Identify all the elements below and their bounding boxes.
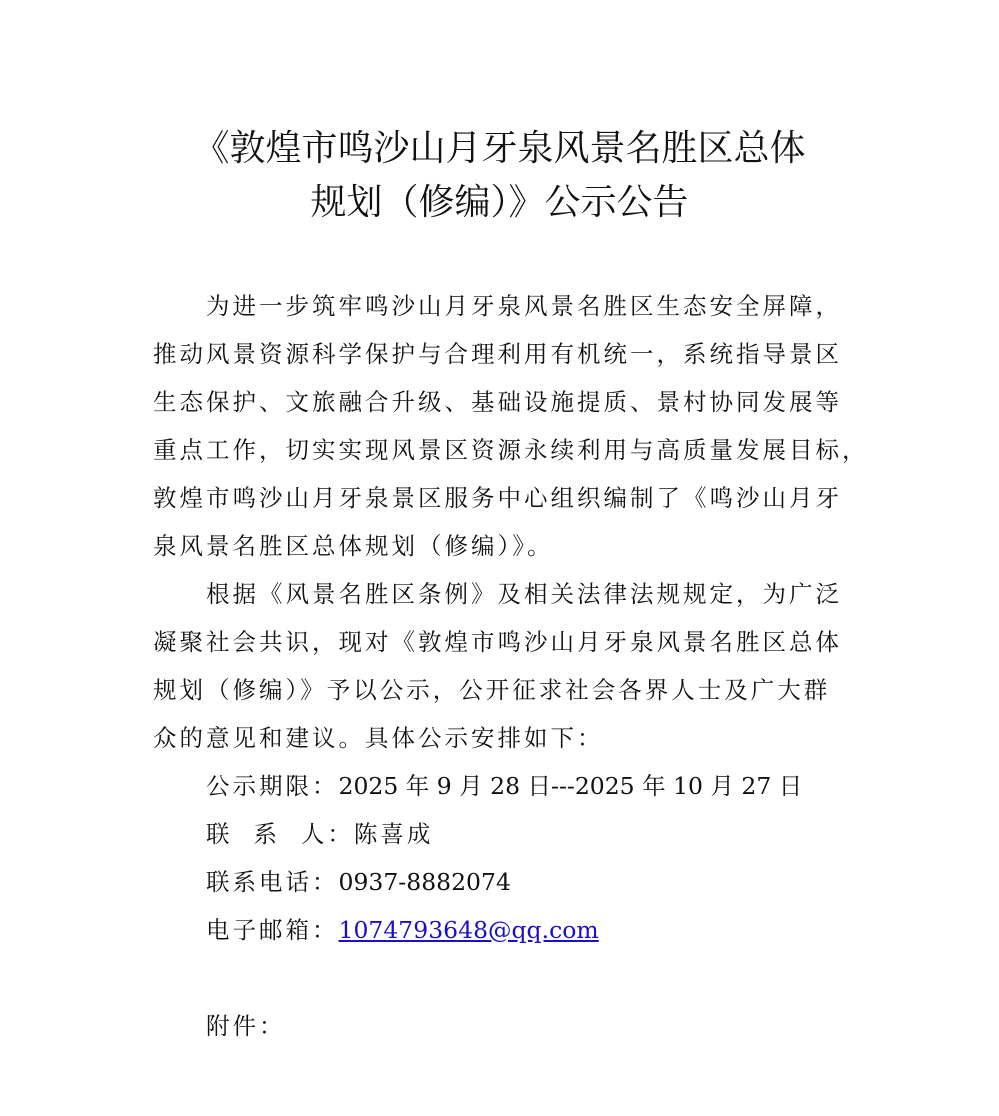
period-value: 2025 年 9 月 28 日---2025 年 10 月 27 日 <box>338 772 803 800</box>
attachment-label: 附件： <box>206 1012 286 1040</box>
title-line-1: 《敦煌市鸣沙山月牙泉风景名胜区总体 <box>193 128 806 169</box>
paragraph-line: 生态保护、文旅融合升级、基础设施提质、景村协同发展等 <box>153 388 842 416</box>
email-link[interactable]: 1074793648@qq.com <box>338 916 599 944</box>
phone-label: 联系电话： <box>206 868 339 896</box>
phone-row <box>206 858 865 906</box>
period-row <box>206 762 865 810</box>
notice-details <box>153 762 865 954</box>
email-label: 电子邮箱： <box>206 916 339 944</box>
paragraph-line: 泉风景名胜区总体规划（修编）》。 <box>153 532 554 560</box>
paragraph-legal-basis <box>153 570 865 762</box>
contact-value: 陈喜成 <box>353 820 434 848</box>
title-line-2: 规划（修编）》公示公告 <box>310 182 689 223</box>
spacer <box>153 954 865 1002</box>
paragraph-line: 凝聚社会共识，现对《敦煌市鸣沙山月牙泉风景名胜区总体 <box>153 628 842 656</box>
paragraph-line: 敦煌市鸣沙山月牙泉景区服务中心组织编制了《鸣沙山月牙 <box>153 484 842 512</box>
contact-row <box>206 810 865 858</box>
document-body <box>153 282 869 1050</box>
paragraph-line: 重点工作，切实实现风景区资源永续利用与高质量发展目标， <box>153 436 869 464</box>
paragraph-line: 众的意见和建议。具体公示安排如下： <box>153 724 604 752</box>
paragraph-line: 推动风景资源科学保护与合理利用有机统一，系统指导景区 <box>153 340 842 368</box>
paragraph-line: 根据《风景名胜区条例》及相关法律法规规定，为广泛 <box>206 580 842 608</box>
phone-value: 0937-8882074 <box>338 868 511 896</box>
paragraph-line: 为进一步筑牢鸣沙山月牙泉风景名胜区生态安全屏障， <box>206 292 842 320</box>
document-title <box>0 122 999 230</box>
paragraph-line: 规划（修编）》予以公示，公开征求社会各界人士及广大群 <box>153 676 831 704</box>
paragraph-intro <box>153 282 869 570</box>
email-row <box>206 906 865 954</box>
period-label: 公示期限： <box>206 772 339 800</box>
contact-label: 联 系 人： <box>206 820 354 848</box>
